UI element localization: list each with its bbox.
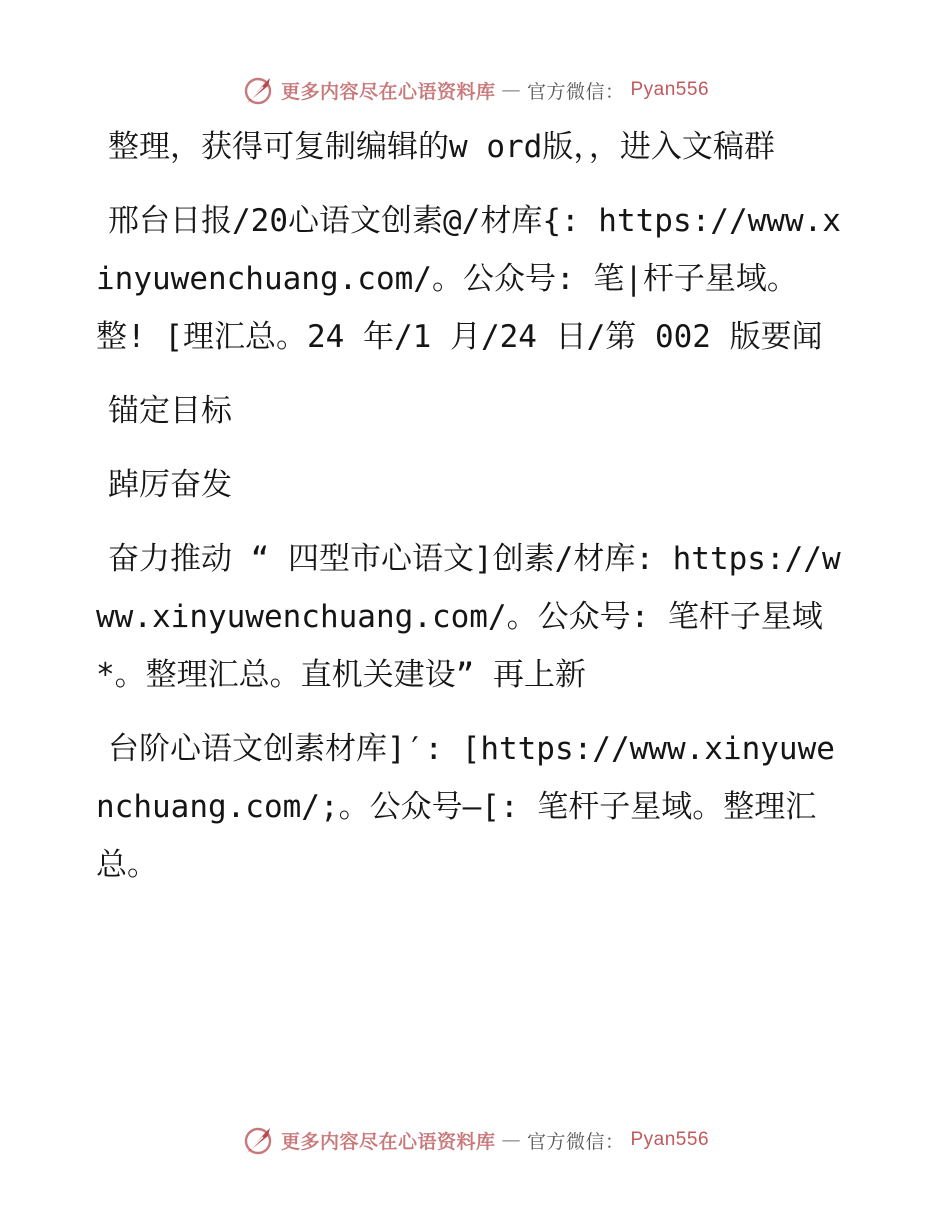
banner-wechat-label: 官方微信： <box>526 80 625 103</box>
paragraph-2: 邢台日报/20心语文创素@/材库{: https://www.xinyuwenchuang.com/。公众号: 笔|杆子星域。整! [理汇总。24 年/1 月/24 日/第 002 版要闻 <box>96 203 841 355</box>
banner-separator: — <box>501 1129 521 1151</box>
header-banner <box>0 70 950 110</box>
paragraph-6: 台阶心语文创素材库]′: [https://www.xinyuwenchuang.com/;。公众号—[: 笔杆子星域。整理汇总。 <box>96 731 835 883</box>
document-body <box>96 118 841 910</box>
banner-wechat-label: 官方微信： <box>526 1130 625 1153</box>
footer-banner <box>0 1120 950 1160</box>
paragraph-1: 整理，获得可复制编辑的w ord版，，进入文稿群 <box>108 129 775 165</box>
quill-pen-icon <box>241 73 275 107</box>
paragraph-4: 踔厉奋发 <box>108 467 232 503</box>
banner-separator: — <box>501 79 521 101</box>
banner-wechat-id: Pyan556 <box>630 79 710 100</box>
banner-main-text: 更多内容尽在心语资料库 <box>280 80 496 103</box>
paragraph-3: 锚定目标 <box>108 393 232 429</box>
banner-wechat-id: Pyan556 <box>630 1129 710 1150</box>
quill-pen-icon <box>241 1123 275 1157</box>
banner-main-text: 更多内容尽在心语资料库 <box>280 1130 496 1153</box>
paragraph-5: 奋力推动 “ 四型市心语文]创素/材库: https://www.xinyuwenchuang.com/。公众号: 笔杆子星域*。整理汇总。直机关建设” 再上新 <box>96 541 841 693</box>
